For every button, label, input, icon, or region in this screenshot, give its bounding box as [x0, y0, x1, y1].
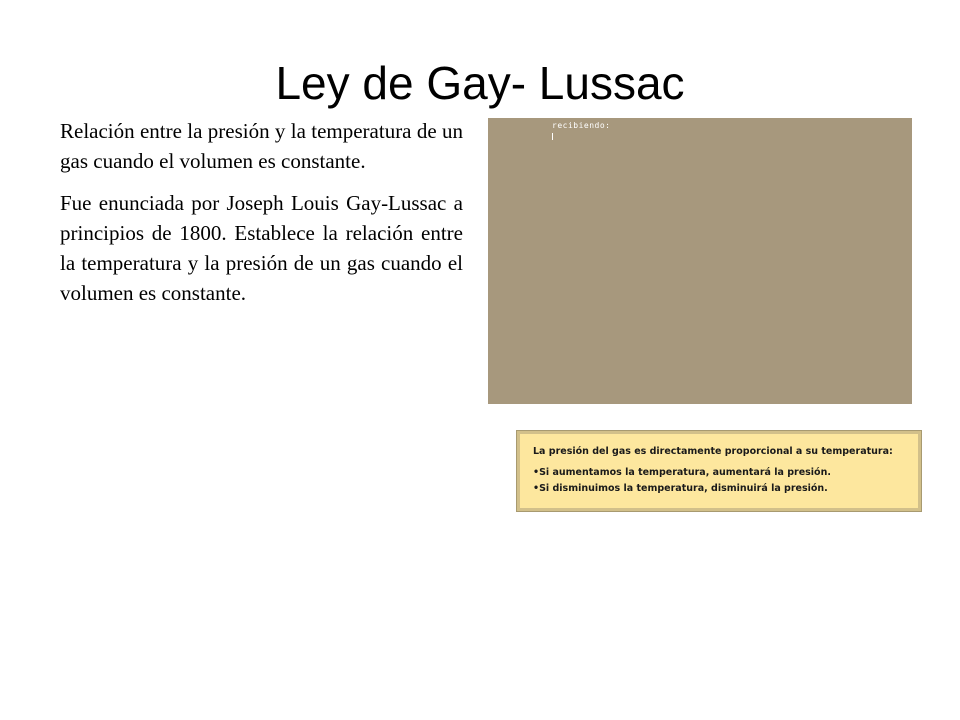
slide-title: Ley de Gay- Lussac	[275, 57, 685, 109]
paragraph-definition: Relación entre la presión y la temperatura de un gas cuando el volumen es constante.	[60, 119, 463, 173]
media-loading-label: recibiendo:	[552, 121, 611, 130]
media-cursor-icon	[552, 133, 553, 140]
note-item-increase: •Si aumentamos la temperatura, aumentará la presión.	[533, 467, 831, 478]
slide-body	[60, 116, 463, 320]
paragraph-history: Fue enunciada por Joseph Louis Gay-Lussac a principios de 1800. Establece la relación entre la temperatura y la presión de un gas cuando el volumen es constante.	[60, 191, 463, 305]
note-item-decrease: •Si disminuimos la temperatura, disminuirá la presión.	[533, 483, 828, 494]
note-heading: La presión del gas es directamente proporcional a su temperatura:	[533, 446, 893, 457]
embedded-media-placeholder[interactable]	[488, 118, 912, 404]
note-box	[517, 431, 921, 511]
